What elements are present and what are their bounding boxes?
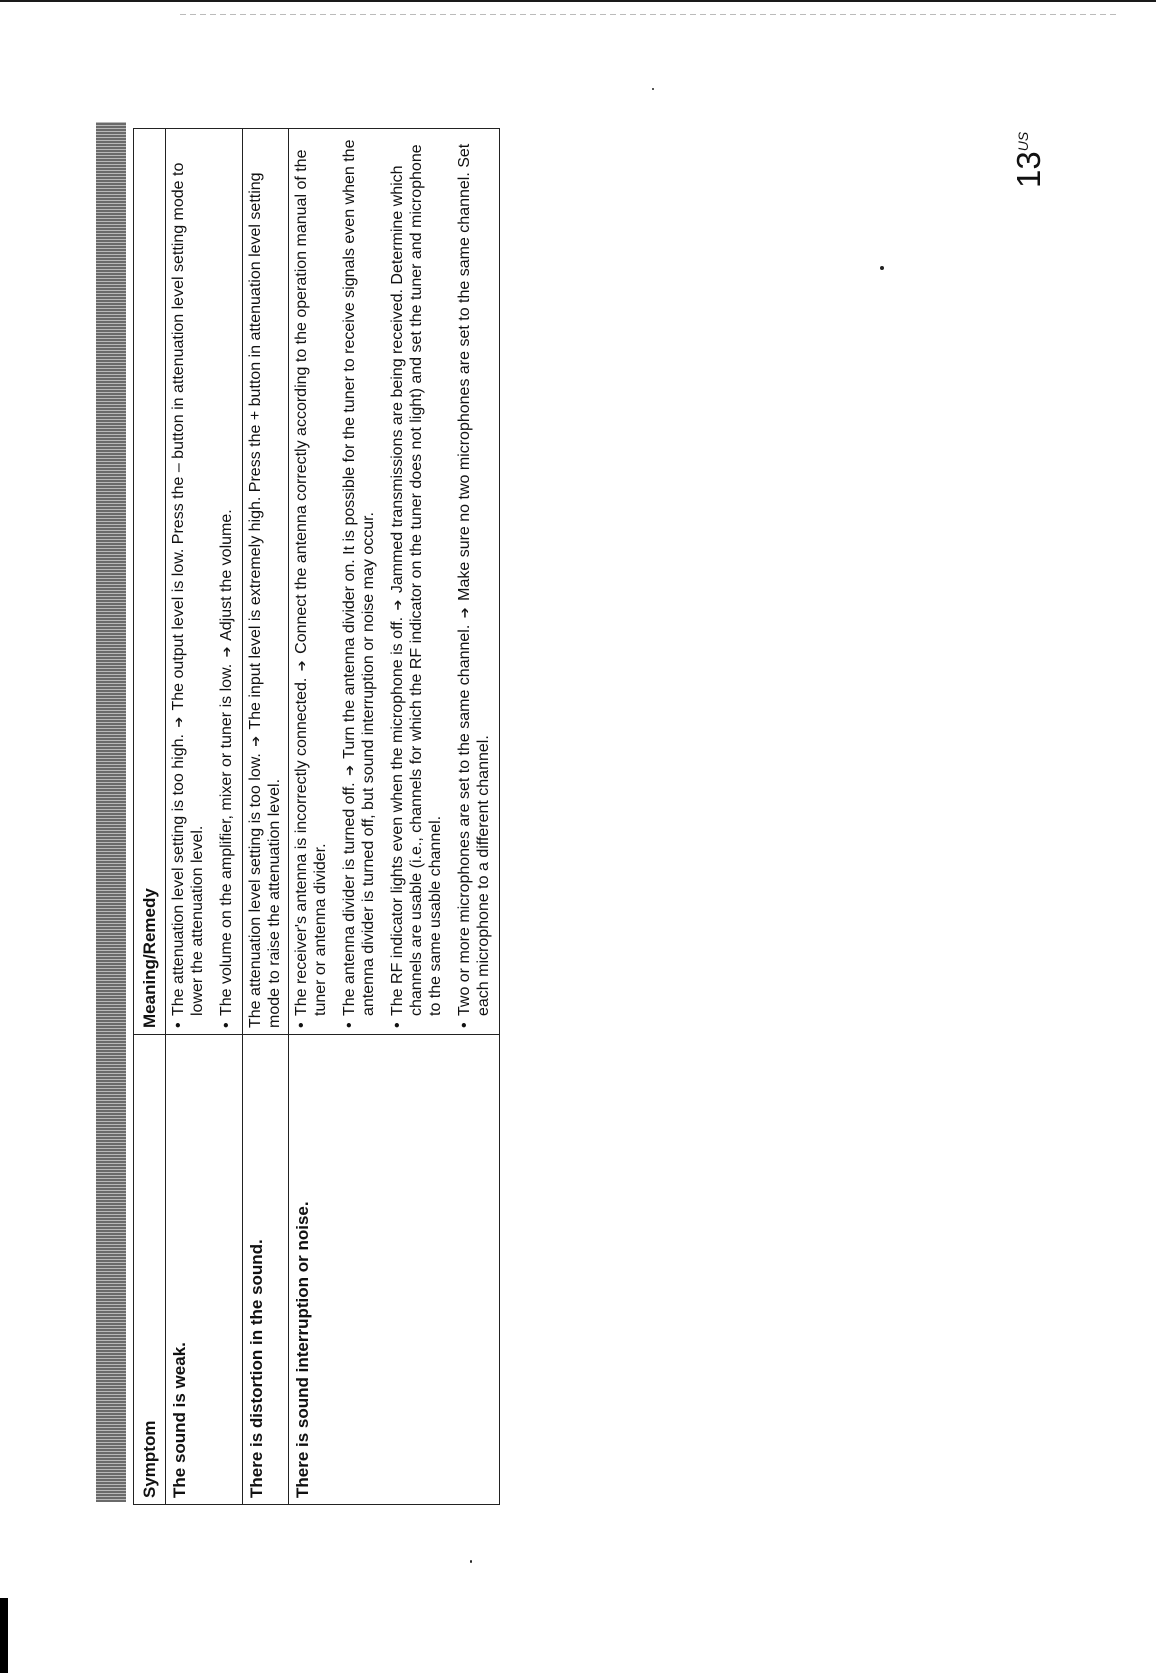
section-header-band: [96, 122, 126, 1502]
table-row: [243, 129, 289, 1505]
remedy-cell: [166, 129, 243, 1035]
remedy-cause: The RF indicator lights even when the microphone is off.: [389, 616, 406, 1016]
scan-edge-mark: [0, 1598, 8, 1673]
remedy-cause: The attenuation level setting is too low.: [247, 753, 264, 1028]
remedy-cause: The attenuation level setting is too high.: [170, 734, 187, 1016]
scan-speck: [470, 1560, 472, 1563]
remedy-cause: The volume on the amplifier, mixer or tuner is low.: [218, 663, 235, 1016]
remedy-item: [292, 135, 330, 1028]
scan-artifact-line: [180, 14, 1120, 15]
remedy-action: Make sure no two microphones are set to the same channel. Set each microphone to a different channel.: [456, 143, 492, 1016]
right-arrow-icon: ➔: [457, 607, 472, 619]
table-row: [289, 129, 500, 1505]
remedy-action: The output level is low. Press the – button in attenuation level setting mode to lower the attenuation level.: [170, 162, 206, 1016]
troubleshooting-table: [133, 128, 500, 1505]
remedy-action: The input level is extremely high. Press the + button in attenuation level setting mode to raise the attenuation level.: [247, 172, 283, 1028]
symptom-column-header: Symptom: [134, 1035, 166, 1505]
symptom-cell: There is distortion in the sound.: [243, 1035, 289, 1505]
scan-speck: [880, 266, 884, 270]
remedy-cell: [289, 129, 500, 1035]
right-arrow-icon: ➔: [342, 765, 357, 776]
symptom-cell: There is sound interruption or noise.: [289, 1035, 500, 1505]
remedy-column-header: Meaning/Remedy: [134, 129, 166, 1035]
table-row: [166, 129, 243, 1505]
right-arrow-icon: ➔: [390, 599, 405, 611]
page-region-label: US: [1015, 131, 1031, 152]
scan-top-border: [0, 0, 1156, 2]
page-number-value: 13: [1010, 151, 1047, 188]
remedy-cell: [243, 129, 289, 1035]
right-arrow-icon: ➔: [294, 660, 309, 672]
right-arrow-icon: ➔: [219, 646, 234, 658]
remedy-action: Adjust the volume.: [218, 509, 235, 641]
remedy-cause: The receiver's antenna is incorrectly connected.: [293, 677, 310, 1016]
remedy-cause: The antenna divider is turned off.: [341, 782, 358, 1016]
remedy-action: Turn the antenna divider on. It is possible for the tuner to receive signals even when the antenna divider is turned off, but sound interruption or noise may occur.: [341, 139, 377, 1016]
remedy-item: [455, 135, 493, 1028]
table-header-row: [134, 129, 166, 1505]
remedy-list: [292, 135, 493, 1028]
symptom-cell: The sound is weak.: [166, 1035, 243, 1505]
right-arrow-icon: ➔: [248, 735, 263, 747]
scan-speck: [652, 88, 654, 90]
remedy-item: [388, 135, 445, 1028]
remedy-item: [340, 135, 378, 1028]
right-arrow-icon: ➔: [171, 716, 186, 728]
remedy-cause: Two or more microphones are set to the same channel.: [456, 624, 473, 1016]
remedy-list: [169, 135, 236, 1028]
remedy-item: [217, 135, 236, 1028]
remedy-item: [169, 135, 207, 1028]
remedy-action: Connect the antenna correctly according to the operation manual of the tuner or antenna divider.: [293, 149, 329, 1016]
rotated-page-content: [133, 125, 653, 1505]
remedy-action: Jammed transmissions are being received. Determine which channels are usable (i.e., channels for which the RF indicator on the tuner does not light) and set the tuner and microphone to the same usable channel.: [389, 144, 444, 1016]
page-number: [1010, 132, 1048, 188]
